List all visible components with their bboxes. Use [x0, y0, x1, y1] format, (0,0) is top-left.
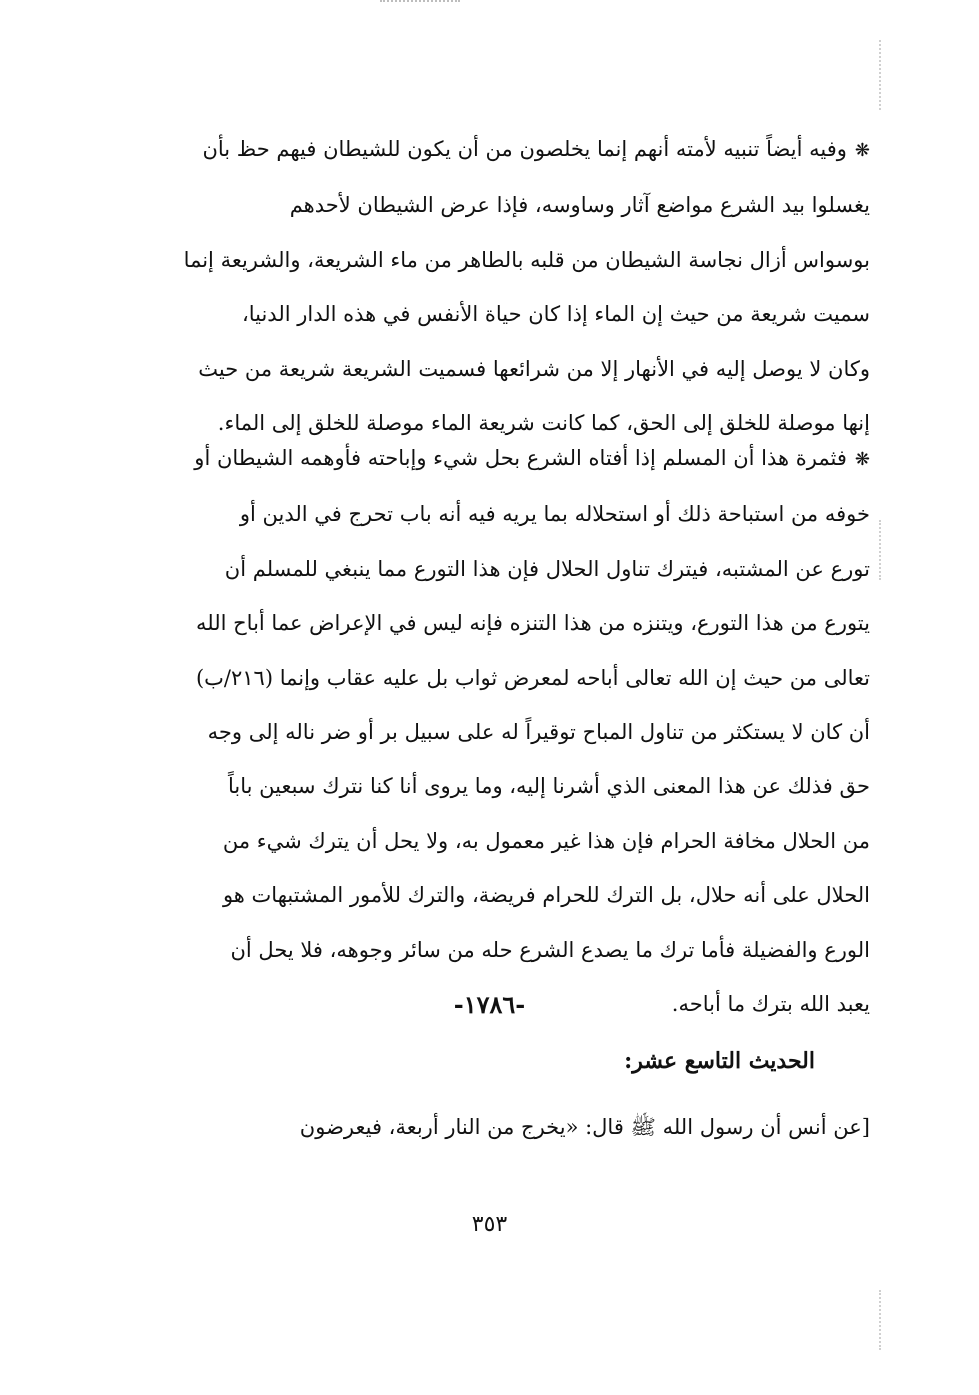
paragraph-line: ❋فثمرة هذا أن المسلم إذا أفتاه الشرع بحل شيء وإباحته فأوهمه الشيطان أو — [194, 446, 870, 470]
paragraph-line: يغسلوا بيد الشرع مواضع آثار وساوسه، فإذا عرض الشيطان لأحدهم — [289, 193, 870, 218]
paragraph-line: من الحلال مخافة الحرام فإن هذا غير معمول به، ولا يحل أن يترك شيء من — [222, 828, 870, 853]
paragraph-line: بوسواس أزال نجاسة الشيطان من قلبه بالطاهر من ماء الشريعة، والشريعة إنما — [183, 247, 870, 272]
paragraph-line: تورع عن المشتبه، فيترك تناول الحلال فإن هذا التورع مما ينبغي للمسلم أن — [224, 556, 870, 581]
paragraph-line: وكان لا يوصل إليه في الأنهار إلا من شرائعها فسميت الشريعة شريعة من حيث — [198, 356, 870, 381]
paragraph-line: سميت شريعة من حيث إن الماء إذا كان حياة الأنفس في هذه الدار الدنيا، — [241, 302, 870, 327]
paragraph-line: ❋وفيه أيضاً تنبيه لأمته أنهم إنما يخلصون من أن يكون للشيطان فيهم حظ بأن — [202, 137, 870, 161]
margin-scan-mark — [879, 520, 883, 580]
paragraph-line: يتورع من هذا التورع، ويتنزه من هذا التنزه فإنه ليس في الإعراض عما أباح الله — [196, 611, 870, 636]
paragraph-line: حق فذلك عن هذا المعنى الذي أشرنا إليه، وما يروى أنا كنا نترك سبعين باباً — [227, 774, 870, 799]
paragraph-line: يعبد الله بترك ما أباحه. — [671, 992, 870, 1017]
margin-scan-mark — [879, 40, 883, 110]
paragraph-star-icon: ❋ — [854, 449, 870, 470]
paragraph-line: خوفه من استباحة ذلك أو استحلاله بما يريه فيه أنه باب تحرج في الدين أو — [239, 502, 870, 527]
chapter-heading: الحديث التاسع عشر: — [624, 1048, 815, 1074]
paragraph-line: الورع والفضيلة فأما ترك ما يصدع الشرع حله من سائر وجوهه، فلا يحل أن — [230, 937, 870, 962]
paragraph-line: الحلال على أنه حلال، بل الترك للحرام فريضة، والترك للأمور المشتبهات هو — [222, 883, 870, 908]
top-scan-mark — [380, 0, 460, 6]
margin-scan-mark — [879, 1290, 883, 1350]
hadith-text: [عن أنس أن رسول الله ﷺ قال: «يخرج من النار أربعة، فيعرضون — [299, 1115, 870, 1139]
paragraph-line: إنها موصلة للخلق إلى الحق، كما كانت شريعة الماء موصلة للخلق إلى الماء. — [217, 411, 870, 436]
paragraph-star-icon: ❋ — [854, 140, 870, 161]
page-number: ٣٥٣ — [471, 1212, 508, 1237]
commentary-paragraph-1 — [150, 122, 870, 450]
paragraph-line: تعالى من حيث إن الله تعالى أباحه لمعرض ثواب بل عليه عقاب وإنما (٢١٦/ب) — [195, 665, 870, 690]
paragraph-line: أن كان لا يستكثر من تناول المباح توقيراً له على سبيل بر أو ضر ناله إلى وجه — [207, 720, 870, 745]
hadith-number: -١٧٨٦- — [453, 990, 526, 1019]
commentary-paragraph-2 — [150, 431, 870, 1031]
